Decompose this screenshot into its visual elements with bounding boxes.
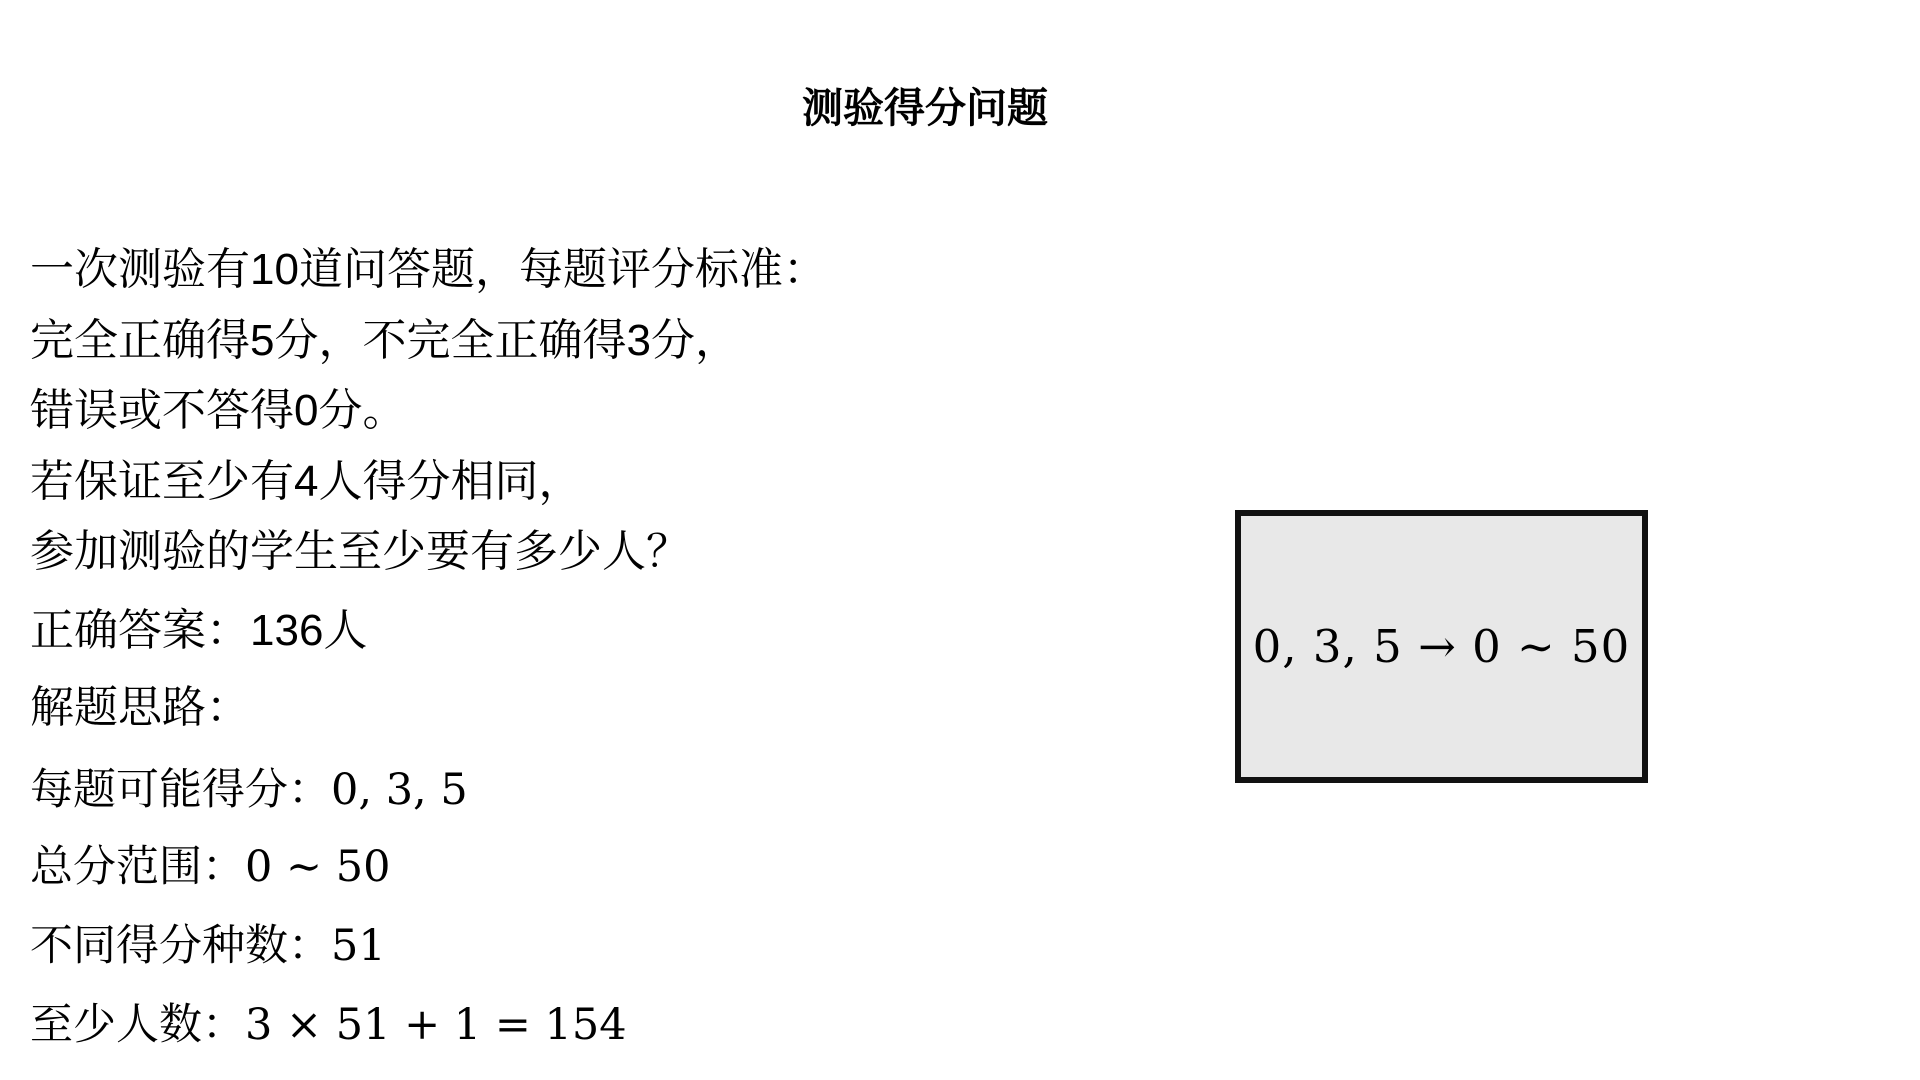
solution-step-score-range: 总分范围：0 ∼ 50 <box>30 842 391 892</box>
problem-line-2: 完全正确得5分，不完全正确得3分， <box>30 316 739 365</box>
score-range-figure-box <box>1235 510 1648 783</box>
problem-line-3: 错误或不答得0分。 <box>30 386 407 435</box>
solution-step-minimum-people: 至少人数：3 × 51 + 1 = 154 <box>30 1000 627 1050</box>
figure-formula: 0, 3, 5 → 0 ∼ 50 <box>1252 620 1631 673</box>
problem-line-1: 一次测验有10道问答题，每题评分标准： <box>30 245 827 294</box>
solution-heading: 解题思路： <box>30 683 250 732</box>
page-title: 测验得分问题 <box>802 85 1048 131</box>
problem-line-5: 参加测验的学生至少要有多少人？ <box>30 527 690 576</box>
problem-line-4: 若保证至少有4人得分相同， <box>30 457 583 506</box>
answer-line: 正确答案：136人 <box>30 606 368 655</box>
solution-step-possible-scores: 每题可能得分：0, 3, 5 <box>30 765 468 815</box>
solution-step-distinct-scores: 不同得分种数：51 <box>30 921 386 971</box>
